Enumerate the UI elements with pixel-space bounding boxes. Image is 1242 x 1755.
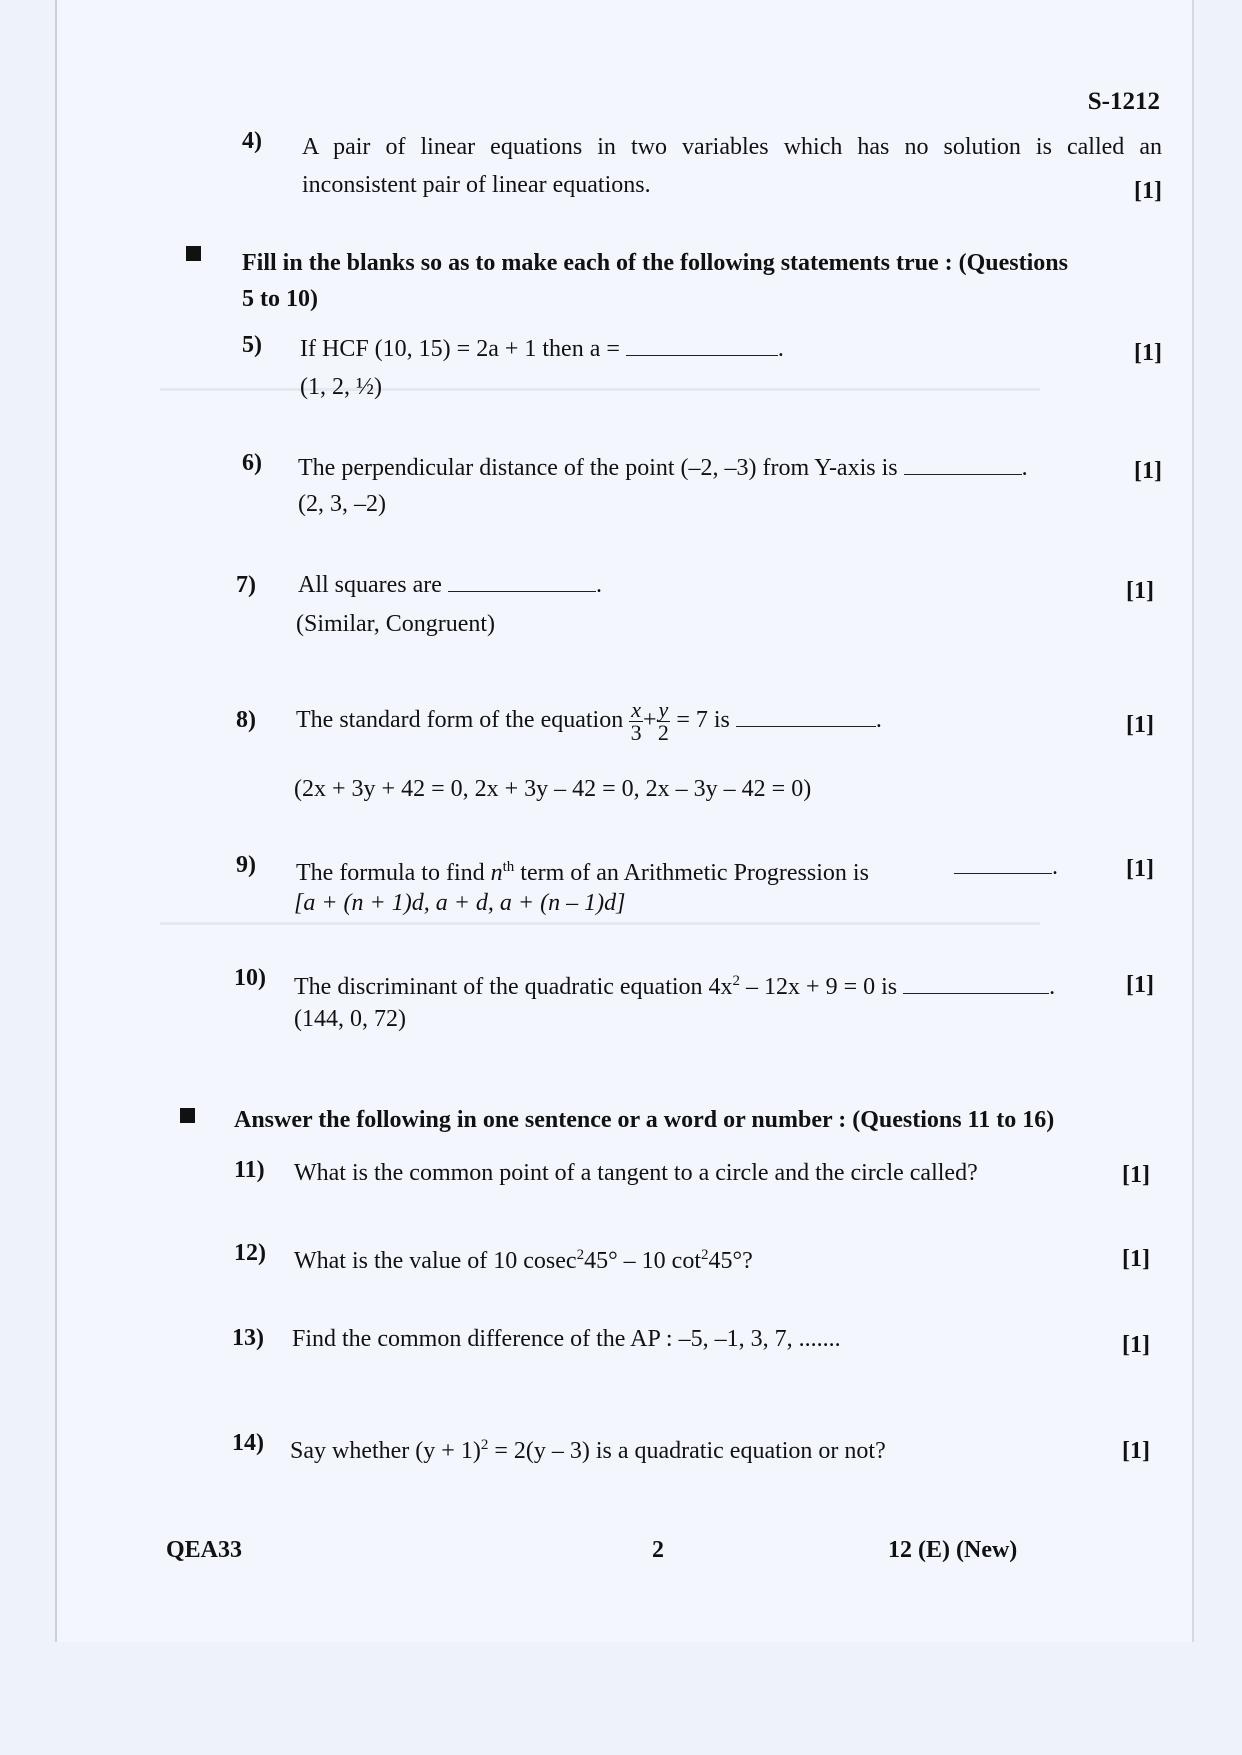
question-stem: What is the value of 10 cosec (294, 1248, 577, 1274)
page-number: 2 (652, 1537, 664, 1563)
question-stem: The discriminant of the quadratic equation 4x (294, 974, 733, 1000)
sentence-end: . (1021, 455, 1028, 481)
marks-label: [1] (1126, 578, 1154, 604)
marks-label: [1] (1126, 856, 1154, 882)
answer-blank[interactable] (903, 971, 1049, 994)
footer-code: QEA33 (166, 1537, 243, 1563)
sentence-end: . (595, 572, 602, 598)
section-bullet (186, 246, 201, 261)
question-number: 5) (242, 332, 262, 358)
marks-label: [1] (1122, 1162, 1150, 1188)
paper-code: S-1212 (1087, 88, 1160, 115)
answer-options: (2x + 3y + 42 = 0, 2x + 3y – 42 = 0, 2x – 3y – 42 = 0) (294, 776, 812, 802)
answer-blank[interactable] (626, 333, 778, 356)
question-number: 13) (232, 1325, 264, 1351)
answer-blank[interactable] (448, 569, 596, 592)
section-heading (242, 245, 1162, 317)
section-heading: Answer the following in one sentence or a word or number : (Questions 11 to 16) (234, 1107, 1055, 1133)
fraction-numerator: x (631, 696, 641, 722)
question-stem: 45° – 10 cot (584, 1248, 701, 1274)
bleed-through-rule (160, 388, 1040, 391)
section-heading-line: Fill in the blanks so as to make each of the following statements true : (Questions (242, 250, 1068, 276)
question-number: 9) (236, 852, 256, 878)
marks-label: [1] (1122, 1438, 1150, 1464)
question-stem: 45°? (708, 1248, 753, 1274)
superscript: 2 (732, 973, 741, 989)
question-text: Find the common difference of the AP : –5, –1, 3, 7, ....... (292, 1326, 841, 1352)
question-number: 6) (242, 450, 262, 476)
fraction-denominator: 3 (630, 719, 642, 745)
question-number: 10) (234, 965, 266, 991)
superscript: 2 (700, 1247, 709, 1263)
answer-blank[interactable] (736, 704, 876, 727)
question-text: What is the common point of a tangent to a circle and the circle called? (294, 1160, 978, 1186)
question-number: 12) (234, 1240, 266, 1266)
question-number: 14) (232, 1430, 264, 1456)
equation-rhs: = 7 is (676, 707, 730, 733)
question-text (294, 962, 1055, 1006)
question-number: 7) (236, 572, 256, 598)
answer-options: (2, 3, –2) (298, 491, 386, 517)
marks-label: [1] (1134, 458, 1162, 484)
marks-label: [1] (1122, 1246, 1150, 1272)
question-stem: The standard form of the equation (296, 707, 624, 733)
plus-sign: + (643, 707, 657, 733)
question-number: 11) (234, 1157, 265, 1183)
marks-label: [1] (1126, 972, 1154, 998)
sentence-end: . (1052, 854, 1058, 880)
question-number: 8) (236, 707, 256, 733)
question-stem: If HCF (10, 15) = 2a + 1 then a = (300, 336, 620, 362)
question-stem: All squares are (298, 572, 442, 598)
question-text (298, 449, 1028, 487)
sentence-end: . (875, 707, 882, 733)
question-text (294, 1236, 753, 1280)
question-text (296, 692, 882, 748)
marks-label: [1] (1126, 712, 1154, 738)
question-line: inconsistent pair of linear equations. (302, 172, 651, 198)
question-number: 4) (242, 128, 262, 154)
sentence-end: . (1049, 974, 1056, 1000)
answer-options: (Similar, Congruent) (296, 611, 496, 637)
section-bullet (180, 1108, 195, 1123)
section-heading-line: 5 to 10) (242, 286, 318, 312)
superscript: 2 (576, 1247, 585, 1263)
fraction-numerator: y (658, 696, 669, 722)
question-stem: The perpendicular distance of the point (–2, –3) from Y-axis is (298, 455, 898, 481)
question-stem: term of an Arithmetic Progression is (514, 860, 869, 886)
bleed-through-rule (160, 922, 1040, 925)
answer-blank[interactable] (954, 851, 1052, 874)
answer-options: (144, 0, 72) (294, 1006, 406, 1032)
question-stem: Say whether (y + 1) (290, 1438, 481, 1464)
question-line: A pair of linear equations in two variables which has no solution is called an (302, 134, 1162, 160)
variable-n: n (490, 860, 503, 886)
answer-options: [a + (n + 1)d, a + d, a + (n – 1)d] (294, 890, 626, 916)
question-stem: The formula to find (296, 860, 491, 886)
marks-label: [1] (1134, 178, 1162, 204)
fraction-denominator: 2 (657, 719, 669, 745)
marks-label: [1] (1122, 1332, 1150, 1358)
fraction-x-over-3 (629, 696, 643, 745)
question-text (300, 330, 784, 368)
answer-options: (1, 2, ½) (300, 374, 382, 400)
superscript: th (502, 859, 515, 875)
answer-blank[interactable] (904, 452, 1022, 475)
question-text (290, 1426, 886, 1470)
question-stem: – 12x + 9 = 0 is (740, 974, 898, 1000)
fraction-y-over-2 (657, 696, 671, 745)
footer-paper-label: 12 (E) (New) (888, 1537, 1018, 1563)
question-text (302, 128, 1162, 204)
question-text (298, 566, 602, 604)
question-stem: = 2(y – 3) is a quadratic equation or not? (488, 1438, 886, 1464)
superscript: 2 (480, 1437, 489, 1453)
answer-blank-wrap (954, 848, 1058, 886)
sentence-end: . (777, 336, 784, 362)
marks-label: [1] (1134, 340, 1162, 366)
